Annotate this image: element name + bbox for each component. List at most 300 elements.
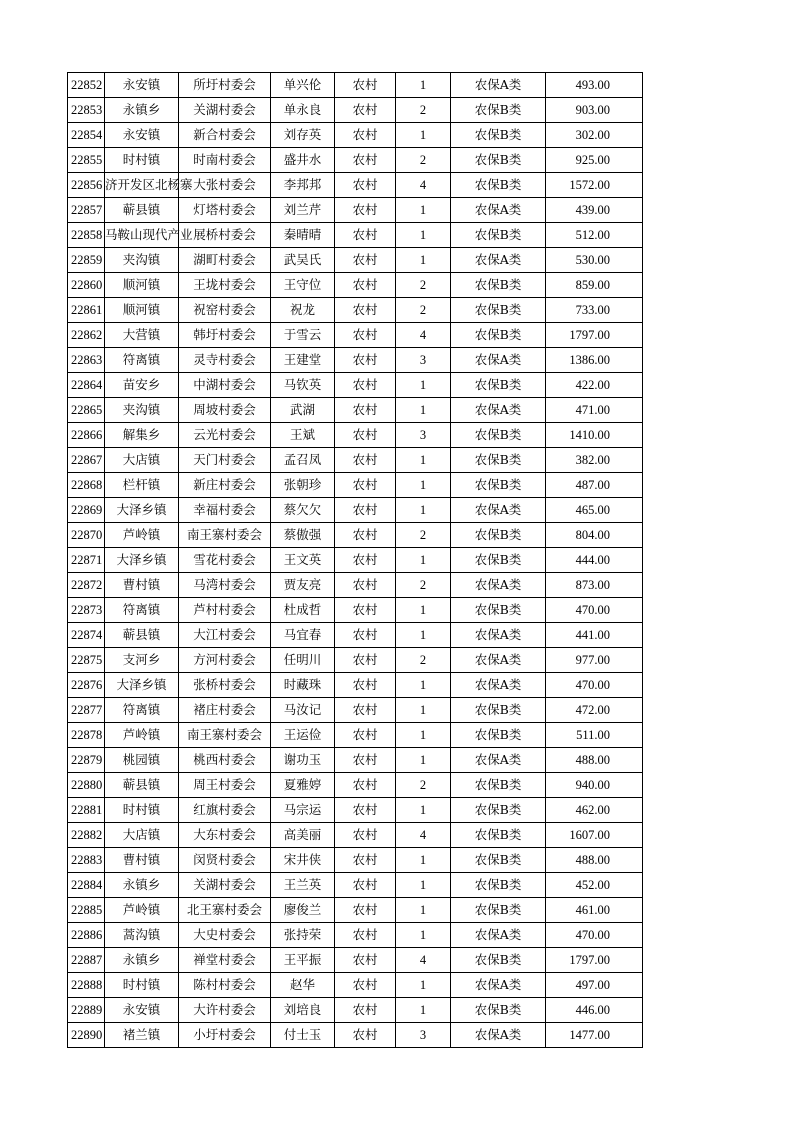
name-cell: 王兰英 (271, 873, 335, 898)
village-committee-cell: 所圩村委会 (179, 73, 271, 98)
insurance-class-cell: 农保A类 (451, 398, 546, 423)
amount-cell: 472.00 (546, 698, 643, 723)
town-cell: 蕲县镇 (105, 198, 179, 223)
area-type-cell: 农村 (335, 698, 396, 723)
amount-cell: 1797.00 (546, 323, 643, 348)
row-number-cell: 22856 (68, 173, 105, 198)
area-type-cell: 农村 (335, 248, 396, 273)
village-committee-cell: 灯塔村委会 (179, 198, 271, 223)
insurance-class-cell: 农保B类 (451, 773, 546, 798)
table-row (68, 248, 643, 273)
household-size-cell: 1 (396, 673, 451, 698)
area-type-cell: 农村 (335, 223, 396, 248)
row-number-cell: 22880 (68, 773, 105, 798)
household-size-cell: 2 (396, 648, 451, 673)
village-committee-cell: 大许村委会 (179, 998, 271, 1023)
row-number-cell: 22883 (68, 848, 105, 873)
village-committee-cell: 大江村委会 (179, 623, 271, 648)
town-cell: 大店镇 (105, 823, 179, 848)
row-number-cell: 22885 (68, 898, 105, 923)
town-cell: 曹村镇 (105, 573, 179, 598)
table-row (68, 98, 643, 123)
row-number-cell: 22863 (68, 348, 105, 373)
row-number-cell: 22860 (68, 273, 105, 298)
amount-cell: 382.00 (546, 448, 643, 473)
row-number-cell: 22855 (68, 148, 105, 173)
household-size-cell: 4 (396, 823, 451, 848)
village-committee-cell: 桃西村委会 (179, 748, 271, 773)
household-size-cell: 3 (396, 348, 451, 373)
table-row (68, 698, 643, 723)
village-committee-cell: 芦村村委会 (179, 598, 271, 623)
name-cell: 夏雅婷 (271, 773, 335, 798)
row-number-cell: 22886 (68, 923, 105, 948)
name-cell: 廖俊兰 (271, 898, 335, 923)
records-table (67, 72, 643, 1048)
village-committee-cell: 幸福村委会 (179, 498, 271, 523)
household-size-cell: 4 (396, 173, 451, 198)
row-number-cell: 22865 (68, 398, 105, 423)
village-committee-cell: 大东村委会 (179, 823, 271, 848)
household-size-cell: 2 (396, 523, 451, 548)
town-cell: 永镇乡 (105, 948, 179, 973)
row-number-cell: 22853 (68, 98, 105, 123)
amount-cell: 422.00 (546, 373, 643, 398)
area-type-cell: 农村 (335, 848, 396, 873)
table-row (68, 348, 643, 373)
area-type-cell: 农村 (335, 348, 396, 373)
name-cell: 孟召凤 (271, 448, 335, 473)
amount-cell: 470.00 (546, 673, 643, 698)
row-number-cell: 22874 (68, 623, 105, 648)
household-size-cell: 1 (396, 923, 451, 948)
town-cell: 苗安乡 (105, 373, 179, 398)
table-row (68, 873, 643, 898)
village-committee-cell: 灵寺村委会 (179, 348, 271, 373)
amount-cell: 511.00 (546, 723, 643, 748)
village-committee-cell: 北王寨村委会 (179, 898, 271, 923)
insurance-class-cell: 农保A类 (451, 1023, 546, 1048)
village-committee-cell: 方河村委会 (179, 648, 271, 673)
household-size-cell: 1 (396, 898, 451, 923)
table-row (68, 148, 643, 173)
household-size-cell: 4 (396, 948, 451, 973)
insurance-class-cell: 农保B类 (451, 598, 546, 623)
village-committee-cell: 关湖村委会 (179, 873, 271, 898)
town-cell: 永安镇 (105, 73, 179, 98)
insurance-class-cell: 农保B类 (451, 873, 546, 898)
row-number-cell: 22862 (68, 323, 105, 348)
village-committee-cell: 禅堂村委会 (179, 948, 271, 973)
amount-cell: 1572.00 (546, 173, 643, 198)
table-row (68, 823, 643, 848)
village-committee-cell: 大史村委会 (179, 923, 271, 948)
name-cell: 于雪云 (271, 323, 335, 348)
village-committee-cell: 新庄村委会 (179, 473, 271, 498)
name-cell: 张朝珍 (271, 473, 335, 498)
row-number-cell: 22876 (68, 673, 105, 698)
amount-cell: 452.00 (546, 873, 643, 898)
insurance-class-cell: 农保B类 (451, 123, 546, 148)
row-number-cell: 22887 (68, 948, 105, 973)
town-cell: 顺河镇 (105, 298, 179, 323)
amount-cell: 940.00 (546, 773, 643, 798)
table-row (68, 1023, 643, 1048)
row-number-cell: 22889 (68, 998, 105, 1023)
amount-cell: 471.00 (546, 398, 643, 423)
insurance-class-cell: 农保B类 (451, 723, 546, 748)
row-number-cell: 22852 (68, 73, 105, 98)
amount-cell: 461.00 (546, 898, 643, 923)
table-row (68, 223, 643, 248)
household-size-cell: 1 (396, 873, 451, 898)
row-number-cell: 22873 (68, 598, 105, 623)
town-cell: 永安镇 (105, 123, 179, 148)
town-cell: 芦岭镇 (105, 523, 179, 548)
amount-cell: 493.00 (546, 73, 643, 98)
insurance-class-cell: 农保B类 (451, 298, 546, 323)
village-committee-cell: 陈村村委会 (179, 973, 271, 998)
village-committee-cell: 褚庄村委会 (179, 698, 271, 723)
area-type-cell: 农村 (335, 873, 396, 898)
insurance-class-cell: 农保B类 (451, 898, 546, 923)
area-type-cell: 农村 (335, 748, 396, 773)
name-cell: 蔡傲强 (271, 523, 335, 548)
name-cell: 谢功玉 (271, 748, 335, 773)
amount-cell: 977.00 (546, 648, 643, 673)
town-cell: 蕲县镇 (105, 773, 179, 798)
name-cell: 马钦英 (271, 373, 335, 398)
area-type-cell: 农村 (335, 773, 396, 798)
table-row (68, 598, 643, 623)
household-size-cell: 1 (396, 448, 451, 473)
area-type-cell: 农村 (335, 98, 396, 123)
insurance-class-cell: 农保B类 (451, 373, 546, 398)
household-size-cell: 3 (396, 423, 451, 448)
amount-cell: 441.00 (546, 623, 643, 648)
area-type-cell: 农村 (335, 448, 396, 473)
name-cell: 贾友亮 (271, 573, 335, 598)
row-number-cell: 22878 (68, 723, 105, 748)
name-cell: 付士玉 (271, 1023, 335, 1048)
insurance-class-cell: 农保B类 (451, 548, 546, 573)
insurance-class-cell: 农保B类 (451, 223, 546, 248)
name-cell: 武湖 (271, 398, 335, 423)
row-number-cell: 22877 (68, 698, 105, 723)
village-committee-cell: 雪花村委会 (179, 548, 271, 573)
household-size-cell: 1 (396, 498, 451, 523)
area-type-cell: 农村 (335, 398, 396, 423)
amount-cell: 1410.00 (546, 423, 643, 448)
insurance-class-cell: 农保B类 (451, 273, 546, 298)
household-size-cell: 2 (396, 98, 451, 123)
amount-cell: 444.00 (546, 548, 643, 573)
row-number-cell: 22864 (68, 373, 105, 398)
insurance-class-cell: 农保A类 (451, 973, 546, 998)
town-cell: 顺河镇 (105, 273, 179, 298)
amount-cell: 530.00 (546, 248, 643, 273)
name-cell: 王守位 (271, 273, 335, 298)
town-cell: 时村镇 (105, 973, 179, 998)
amount-cell: 439.00 (546, 198, 643, 223)
table-row (68, 473, 643, 498)
name-cell: 王斌 (271, 423, 335, 448)
town-cell: 蕲县镇 (105, 623, 179, 648)
insurance-class-cell: 农保B类 (451, 948, 546, 973)
amount-cell: 462.00 (546, 798, 643, 823)
name-cell: 马宜春 (271, 623, 335, 648)
row-number-cell: 22858 (68, 223, 105, 248)
amount-cell: 903.00 (546, 98, 643, 123)
row-number-cell: 22882 (68, 823, 105, 848)
town-cell: 永安镇 (105, 998, 179, 1023)
household-size-cell: 1 (396, 73, 451, 98)
name-cell: 宋井侠 (271, 848, 335, 873)
amount-cell: 859.00 (546, 273, 643, 298)
table-row (68, 998, 643, 1023)
area-type-cell: 农村 (335, 923, 396, 948)
table-row (68, 448, 643, 473)
town-cell: 支河乡 (105, 648, 179, 673)
area-type-cell: 农村 (335, 998, 396, 1023)
area-type-cell: 农村 (335, 648, 396, 673)
insurance-class-cell: 农保B类 (451, 848, 546, 873)
area-type-cell: 农村 (335, 423, 396, 448)
village-committee-cell: 祝窑村委会 (179, 298, 271, 323)
area-type-cell: 农村 (335, 173, 396, 198)
town-cell: 大泽乡镇 (105, 673, 179, 698)
town-cell: 符离镇 (105, 348, 179, 373)
household-size-cell: 1 (396, 598, 451, 623)
name-cell: 王建堂 (271, 348, 335, 373)
insurance-class-cell: 农保B类 (451, 698, 546, 723)
town-cell: 符离镇 (105, 698, 179, 723)
household-size-cell: 1 (396, 973, 451, 998)
row-number-cell: 22884 (68, 873, 105, 898)
row-number-cell: 22854 (68, 123, 105, 148)
household-size-cell: 4 (396, 323, 451, 348)
area-type-cell: 农村 (335, 673, 396, 698)
household-size-cell: 1 (396, 123, 451, 148)
area-type-cell: 农村 (335, 298, 396, 323)
household-size-cell: 1 (396, 198, 451, 223)
household-size-cell: 1 (396, 623, 451, 648)
household-size-cell: 2 (396, 148, 451, 173)
name-cell: 赵华 (271, 973, 335, 998)
insurance-class-cell: 农保B类 (451, 998, 546, 1023)
insurance-class-cell: 农保B类 (451, 148, 546, 173)
household-size-cell: 2 (396, 573, 451, 598)
name-cell: 李邦邦 (271, 173, 335, 198)
table-row (68, 373, 643, 398)
table-row (68, 848, 643, 873)
name-cell: 王运俭 (271, 723, 335, 748)
village-committee-cell: 王垅村委会 (179, 273, 271, 298)
amount-cell: 925.00 (546, 148, 643, 173)
insurance-class-cell: 农保B类 (451, 798, 546, 823)
table-row (68, 898, 643, 923)
town-cell: 符离镇 (105, 598, 179, 623)
row-number-cell: 22872 (68, 573, 105, 598)
village-committee-cell: 展桥村委会 (179, 223, 271, 248)
village-committee-cell: 时南村委会 (179, 148, 271, 173)
table-row (68, 548, 643, 573)
name-cell: 武吴氏 (271, 248, 335, 273)
town-cell: 马鞍山现代产业 (105, 223, 179, 248)
name-cell: 祝龙 (271, 298, 335, 323)
amount-cell: 488.00 (546, 748, 643, 773)
name-cell: 秦晴晴 (271, 223, 335, 248)
table-row (68, 398, 643, 423)
village-committee-cell: 天门村委会 (179, 448, 271, 473)
name-cell: 王平振 (271, 948, 335, 973)
amount-cell: 1607.00 (546, 823, 643, 848)
household-size-cell: 1 (396, 698, 451, 723)
name-cell: 盛井水 (271, 148, 335, 173)
household-size-cell: 1 (396, 548, 451, 573)
name-cell: 张持荣 (271, 923, 335, 948)
table-row (68, 423, 643, 448)
amount-cell: 302.00 (546, 123, 643, 148)
area-type-cell: 农村 (335, 823, 396, 848)
row-number-cell: 22859 (68, 248, 105, 273)
area-type-cell: 农村 (335, 123, 396, 148)
name-cell: 马汝记 (271, 698, 335, 723)
area-type-cell: 农村 (335, 973, 396, 998)
town-cell: 夹沟镇 (105, 248, 179, 273)
town-cell: 芦岭镇 (105, 898, 179, 923)
area-type-cell: 农村 (335, 373, 396, 398)
village-committee-cell: 周王村委会 (179, 773, 271, 798)
town-cell: 曹村镇 (105, 848, 179, 873)
insurance-class-cell: 农保A类 (451, 923, 546, 948)
town-cell: 解集乡 (105, 423, 179, 448)
village-committee-cell: 关湖村委会 (179, 98, 271, 123)
area-type-cell: 农村 (335, 948, 396, 973)
village-committee-cell: 云光村委会 (179, 423, 271, 448)
row-number-cell: 22881 (68, 798, 105, 823)
household-size-cell: 2 (396, 773, 451, 798)
insurance-class-cell: 农保B类 (451, 523, 546, 548)
table-row (68, 73, 643, 98)
town-cell: 桃园镇 (105, 748, 179, 773)
household-size-cell: 1 (396, 998, 451, 1023)
area-type-cell: 农村 (335, 1023, 396, 1048)
town-cell: 夹沟镇 (105, 398, 179, 423)
village-committee-cell: 大张村委会 (179, 173, 271, 198)
area-type-cell: 农村 (335, 598, 396, 623)
village-committee-cell: 南王寨村委会 (179, 523, 271, 548)
insurance-class-cell: 农保A类 (451, 73, 546, 98)
household-size-cell: 1 (396, 723, 451, 748)
name-cell: 任明川 (271, 648, 335, 673)
area-type-cell: 农村 (335, 473, 396, 498)
insurance-class-cell: 农保B类 (451, 448, 546, 473)
insurance-class-cell: 农保A类 (451, 248, 546, 273)
amount-cell: 873.00 (546, 573, 643, 598)
household-size-cell: 1 (396, 473, 451, 498)
town-cell: 褚兰镇 (105, 1023, 179, 1048)
table-row (68, 973, 643, 998)
row-number-cell: 22875 (68, 648, 105, 673)
household-size-cell: 2 (396, 298, 451, 323)
town-cell: 大店镇 (105, 448, 179, 473)
name-cell: 单兴伦 (271, 73, 335, 98)
amount-cell: 1386.00 (546, 348, 643, 373)
name-cell: 蔡欠欠 (271, 498, 335, 523)
table-row (68, 173, 643, 198)
area-type-cell: 农村 (335, 898, 396, 923)
town-cell: 大营镇 (105, 323, 179, 348)
town-cell: 济开发区北杨寨 (105, 173, 179, 198)
area-type-cell: 农村 (335, 498, 396, 523)
row-number-cell: 22870 (68, 523, 105, 548)
household-size-cell: 1 (396, 798, 451, 823)
town-cell: 芦岭镇 (105, 723, 179, 748)
amount-cell: 804.00 (546, 523, 643, 548)
area-type-cell: 农村 (335, 723, 396, 748)
table-row (68, 773, 643, 798)
amount-cell: 512.00 (546, 223, 643, 248)
household-size-cell: 2 (396, 273, 451, 298)
row-number-cell: 22869 (68, 498, 105, 523)
town-cell: 时村镇 (105, 148, 179, 173)
insurance-class-cell: 农保B类 (451, 473, 546, 498)
insurance-class-cell: 农保A类 (451, 648, 546, 673)
household-size-cell: 3 (396, 1023, 451, 1048)
insurance-class-cell: 农保A类 (451, 573, 546, 598)
town-cell: 永镇乡 (105, 98, 179, 123)
town-cell: 大泽乡镇 (105, 548, 179, 573)
amount-cell: 1477.00 (546, 1023, 643, 1048)
row-number-cell: 22868 (68, 473, 105, 498)
village-committee-cell: 闵贤村委会 (179, 848, 271, 873)
area-type-cell: 农村 (335, 548, 396, 573)
name-cell: 杜成哲 (271, 598, 335, 623)
town-cell: 蒿沟镇 (105, 923, 179, 948)
town-cell: 大泽乡镇 (105, 498, 179, 523)
table-row (68, 723, 643, 748)
household-size-cell: 1 (396, 248, 451, 273)
name-cell: 刘培良 (271, 998, 335, 1023)
name-cell: 单永良 (271, 98, 335, 123)
amount-cell: 733.00 (546, 298, 643, 323)
household-size-cell: 1 (396, 373, 451, 398)
town-cell: 栏杆镇 (105, 473, 179, 498)
village-committee-cell: 红旗村委会 (179, 798, 271, 823)
amount-cell: 470.00 (546, 923, 643, 948)
insurance-class-cell: 农保A类 (451, 348, 546, 373)
insurance-class-cell: 农保A类 (451, 498, 546, 523)
village-committee-cell: 周坡村委会 (179, 398, 271, 423)
table-row (68, 748, 643, 773)
area-type-cell: 农村 (335, 273, 396, 298)
village-committee-cell: 马湾村委会 (179, 573, 271, 598)
table-row (68, 673, 643, 698)
village-committee-cell: 湖町村委会 (179, 248, 271, 273)
village-committee-cell: 新合村委会 (179, 123, 271, 148)
town-cell: 永镇乡 (105, 873, 179, 898)
table-row (68, 923, 643, 948)
area-type-cell: 农村 (335, 323, 396, 348)
row-number-cell: 22888 (68, 973, 105, 998)
insurance-class-cell: 农保A类 (451, 748, 546, 773)
row-number-cell: 22857 (68, 198, 105, 223)
insurance-class-cell: 农保B类 (451, 173, 546, 198)
amount-cell: 1797.00 (546, 948, 643, 973)
table-row (68, 648, 643, 673)
village-committee-cell: 小圩村委会 (179, 1023, 271, 1048)
